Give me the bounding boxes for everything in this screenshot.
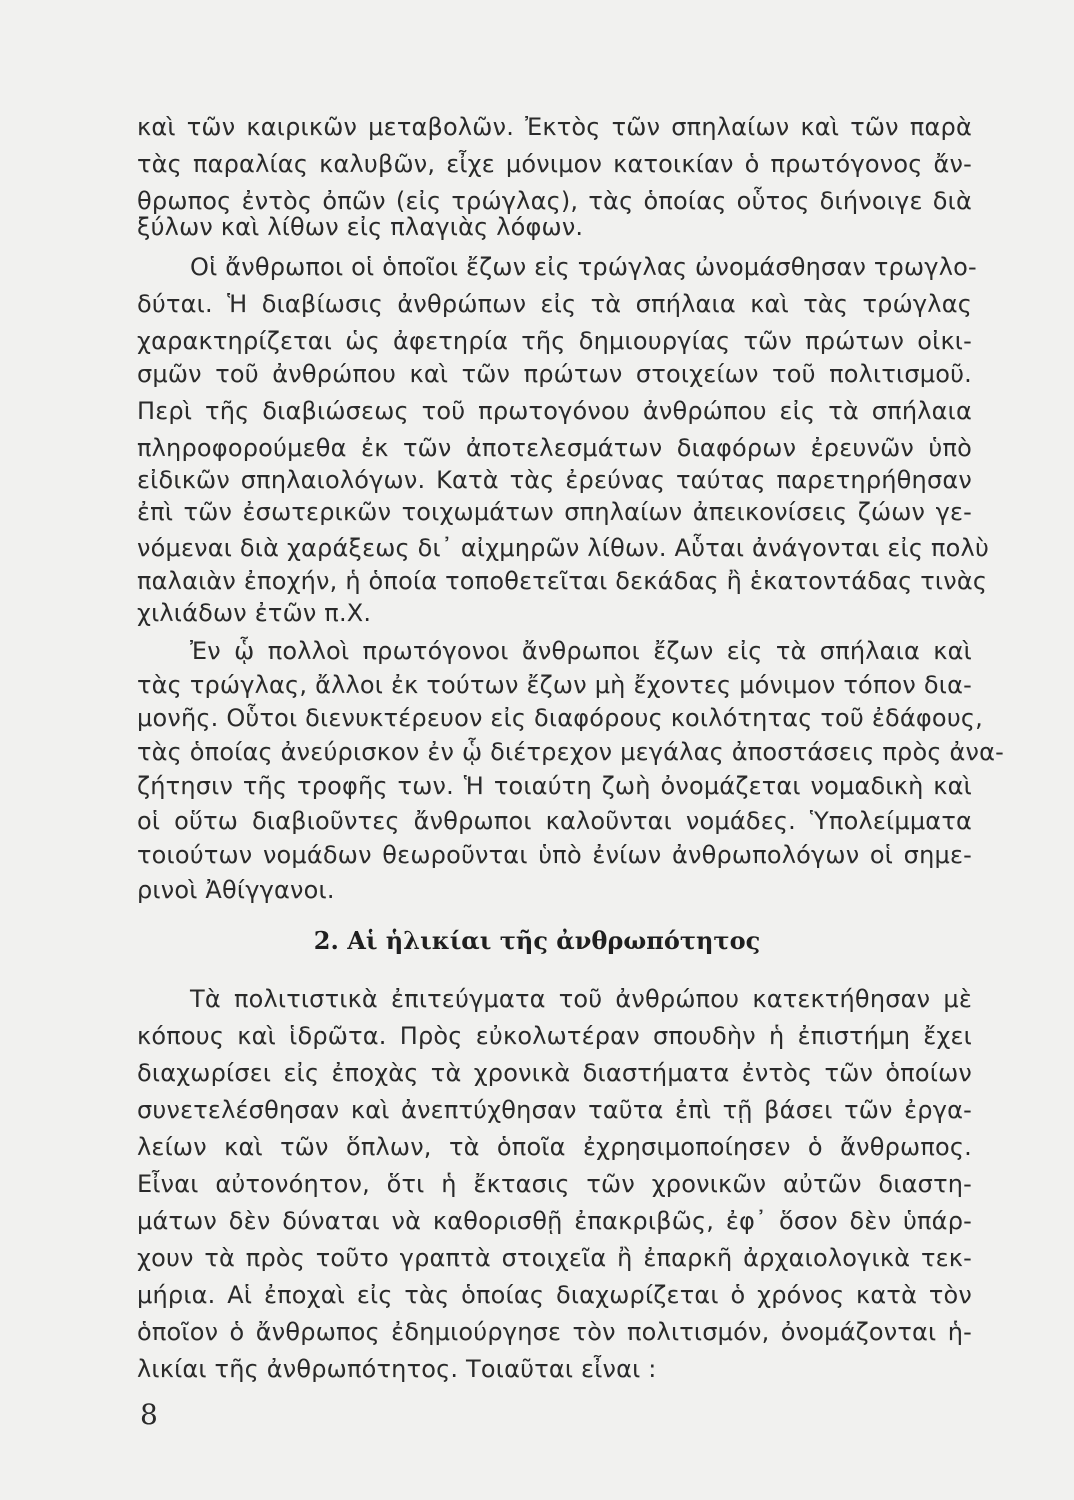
text-line: Οἱ ἄνθρωποι οἱ ὁποῖοι ἔζων εἰς τρώγλας ὠνομάσθησαν τρωγλο- <box>190 253 977 281</box>
text-line: λείων καὶ τῶν ὅπλων, τὰ ὁποῖα ἐχρησιμοποίησεν ὁ ἄνθρωπος. <box>137 1133 972 1161</box>
text-line: νόμεναι διὰ χαράξεως δι᾿ αἰχμηρῶν λίθων. Αὗται ἀνάγονται εἰς πολὺ <box>137 534 990 562</box>
text-line: Περὶ τῆς διαβιώσεως τοῦ πρωτογόνου ἀνθρώπου εἰς τὰ σπήλαια <box>137 397 972 425</box>
text-line: Ἐν ᾧ πολλοὶ πρωτόγονοι ἄνθρωποι ἔζων εἰς τὰ σπήλαια καὶ <box>190 637 972 665</box>
text-line: ἐπὶ τῶν ἐσωτερικῶν τοιχωμάτων σπηλαίων ἀπεικονίσεις ζώων γε- <box>137 498 972 526</box>
text-line: μονῆς. Οὗτοι διενυκτέρευον εἰς διαφόρους κοιλότητας τοῦ ἐδάφους, <box>137 704 984 732</box>
text-line: ρινοὶ Ἀθίγγανοι. <box>137 876 335 904</box>
text-line: λικίαι τῆς ἀνθρωπότητος. Τοιαῦται εἶναι : <box>137 1355 657 1383</box>
section-title: Αἱ ἡλικίαι τῆς ἀνθρωπότητος <box>347 926 761 955</box>
text-line: ζήτησιν τῆς τροφῆς των. Ἡ τοιαύτη ζωὴ ὀνομάζεται νομαδικὴ καὶ <box>137 772 972 800</box>
text-line: θρωπος ἐντὸς ὀπῶν (εἰς τρώγλας), τὰς ὁποίας οὗτος διήνοιγε διὰ <box>137 187 972 215</box>
text-line: τοιούτων νομάδων θεωροῦνται ὑπὸ ἐνίων ἀνθρωπολόγων οἱ σημε- <box>137 841 972 869</box>
section-number: 2. <box>313 926 339 955</box>
text-line: χουν τὰ πρὸς τοῦτο γραπτὰ στοιχεῖα ἢ ἐπαρκῆ ἀρχαιολογικὰ τεκ- <box>137 1244 972 1272</box>
text-line: τὰς παραλίας καλυβῶν, εἶχε μόνιμον κατοικίαν ὁ πρωτόγονος ἄν- <box>137 150 972 178</box>
text-line: διαχωρίσει εἰς ἐποχὰς τὰ χρονικὰ διαστήματα ἐντὸς τῶν ὁποίων <box>137 1059 972 1087</box>
text-line: κόπους καὶ ἱδρῶτα. Πρὸς εὐκολωτέραν σπουδὴν ἡ ἐπιστήμη ἔχει <box>137 1022 972 1050</box>
text-line: χιλιάδων ἐτῶν π.Χ. <box>137 599 372 627</box>
text-line: καὶ τῶν καιρικῶν μεταβολῶν. Ἐκτὸς τῶν σπηλαίων καὶ τῶν παρὰ <box>137 113 972 141</box>
text-line: Εἶναι αὐτονόητον, ὅτι ἡ ἔκτασις τῶν χρονικῶν αὐτῶν διαστη- <box>137 1170 972 1198</box>
text-line: πληροφορούμεθα ἐκ τῶν ἀποτελεσμάτων διαφόρων ἐρευνῶν ὑπὸ <box>137 434 972 462</box>
text-line: μήρια. Αἱ ἐποχαὶ εἰς τὰς ὁποίας διαχωρίζεται ὁ χρόνος κατὰ τὸν <box>137 1281 972 1309</box>
text-line: ξύλων καὶ λίθων εἰς πλαγιὰς λόφων. <box>137 213 584 241</box>
text-line: τὰς τρώγλας, ἄλλοι ἐκ τούτων ἔζων μὴ ἔχοντες μόνιμον τόπον δια- <box>137 671 972 699</box>
text-line: Τὰ πολιτιστικὰ ἐπιτεύγματα τοῦ ἀνθρώπου κατεκτήθησαν μὲ <box>190 985 972 1013</box>
text-line: τὰς ὁποίας ἀνεύρισκον ἐν ᾧ διέτρεχον μεγάλας ἀποστάσεις πρὸς ἀνα- <box>137 738 1004 766</box>
text-line: εἰδικῶν σπηλαιολόγων. Κατὰ τὰς ἐρεύνας ταύτας παρετηρήθησαν <box>137 466 972 494</box>
text-line: παλαιὰν ἐποχήν, ἡ ὁποία τοποθετεῖται δεκάδας ἢ ἑκατοντάδας τινὰς <box>137 567 988 595</box>
text-line: χαρακτηρίζεται ὡς ἀφετηρία τῆς δημιουργίας τῶν πρώτων οἰκι- <box>137 327 972 355</box>
text-line: μάτων δὲν δύναται νὰ καθορισθῇ ἐπακριβῶς, ἐφ᾿ ὅσον δὲν ὑπάρ- <box>137 1207 972 1235</box>
text-line: συνετελέσθησαν καὶ ἀνεπτύχθησαν ταῦτα ἐπὶ τῇ βάσει τῶν ἐργα- <box>137 1096 972 1124</box>
page-number: 8 <box>140 1398 158 1431</box>
text-line: ὁποῖον ὁ ἄνθρωπος ἐδημιούργησε τὸν πολιτισμόν, ὀνομάζονται ἡ- <box>137 1318 972 1346</box>
text-line: οἱ οὕτω διαβιοῦντες ἄνθρωποι καλοῦνται νομάδες. Ὑπολείμματα <box>137 807 972 835</box>
text-line: δύται. Ἡ διαβίωσις ἀνθρώπων εἰς τὰ σπήλαια καὶ τὰς τρώγλας <box>137 290 972 318</box>
text-line: σμῶν τοῦ ἀνθρώπου καὶ τῶν πρώτων στοιχείων τοῦ πολιτισμοῦ. <box>137 360 972 388</box>
section-heading <box>0 924 1074 958</box>
